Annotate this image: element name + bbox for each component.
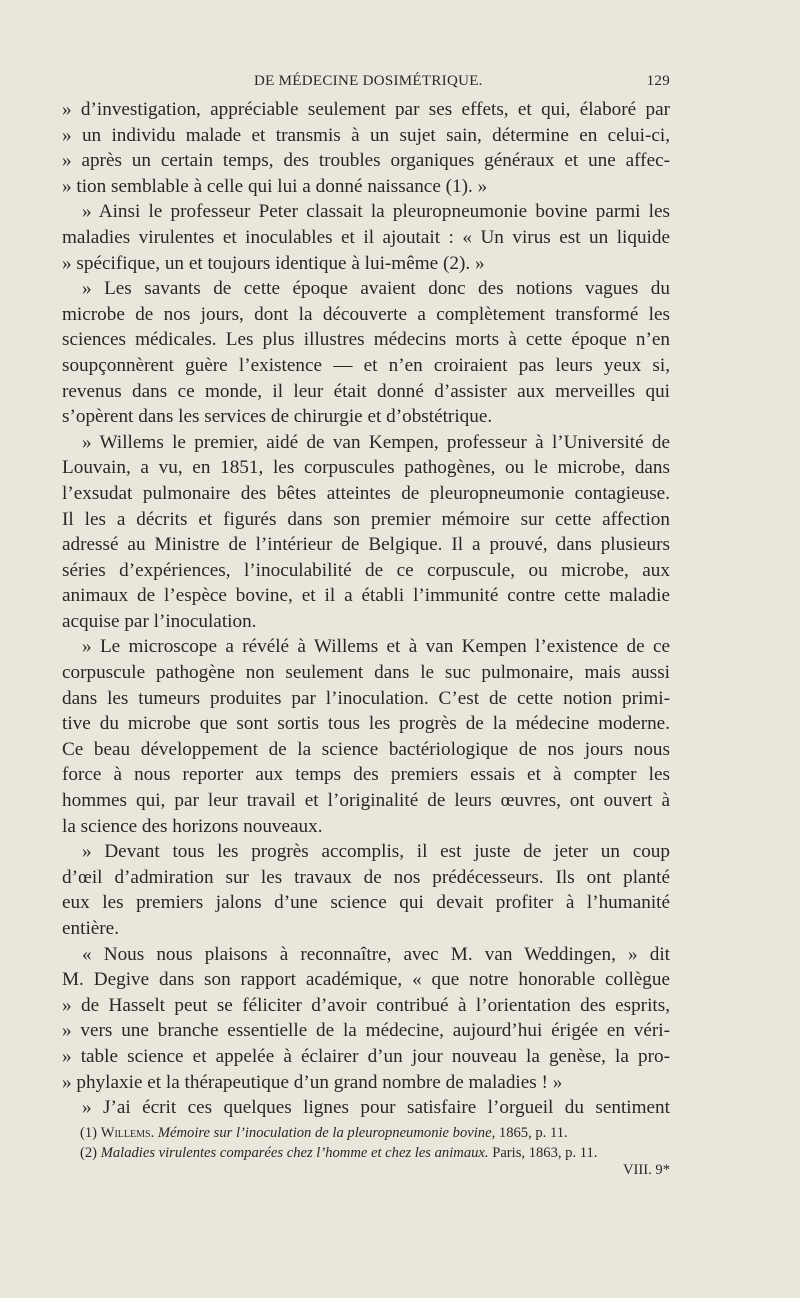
footnote-marker: (1) xyxy=(80,1125,98,1141)
footnote-details: Paris, 1863, p. 11. xyxy=(492,1144,598,1161)
text-line: » Les savants de cette époque avaient donc des notions vagues du xyxy=(82,278,670,300)
text-line: » Willems le premier, aidé de van Kempen, professeur à l’Université de xyxy=(82,431,670,453)
footnote-marker: (2) xyxy=(80,1144,98,1161)
text-line: » J’ai écrit ces quelques lignes pour satisfaire l’orgueil du sentiment xyxy=(82,1097,670,1119)
text-line: microbe de nos jours, dont la découverte a complètement transformé les xyxy=(62,303,670,325)
text-line: » table science et appelée à éclairer d’un jour nouveau la genèse, la pro- xyxy=(62,1045,670,1067)
footnote-title: Maladies virulentes comparées chez l’homme et chez les animaux. xyxy=(100,1144,489,1161)
text-line: Ce beau développement de la science bactériologique de nos jours nous xyxy=(62,738,670,760)
text-line: maladies virulentes et inoculables et il ajoutait : « Un virus est un liquide xyxy=(62,226,670,248)
text-line: d’œil d’admiration sur les travaux de nos prédécesseurs. Ils ont planté xyxy=(62,866,670,888)
text-line: eux les premiers jalons d’une science qui devait profiter à l’humanité xyxy=(62,892,670,914)
page-number: 129 xyxy=(646,73,670,89)
footnote-1 xyxy=(80,1124,670,1144)
text-line: » d’investigation, appréciable seulement par ses effets, et qui, élaboré par xyxy=(62,99,670,120)
text-line: animaux de l’espèce bovine, et il a établi l’immunité contre cette maladie xyxy=(62,585,670,607)
text-line: entière. xyxy=(62,918,119,939)
text-line: s’opèrent dans les services de chirurgie et d’obstétrique. xyxy=(62,406,493,428)
text-line: la science des horizons nouveaux. xyxy=(62,815,323,837)
text-line: Il les a décrits et figurés dans son premier mémoire sur cette affection xyxy=(62,508,670,530)
text-line: » phylaxie et la thérapeutique d’un grand nombre de maladies ! » xyxy=(62,1071,563,1093)
text-line: l’exsudat pulmonaire des bêtes atteintes de pleuropneumonie contagieuse. xyxy=(62,482,670,504)
text-line: » après un certain temps, des troubles organiques généraux et une affec- xyxy=(62,150,670,172)
text-line: « Nous nous plaisons à reconnaître, avec M. van Weddingen, » dit xyxy=(82,943,670,965)
text-line: » Le microscope a révélé à Willems et à van Kempen l’existence de ce xyxy=(82,636,670,658)
footnote-title: Mémoire sur l’inoculation de la pleuropneumonie bovine, xyxy=(157,1125,496,1141)
text-line: hommes qui, par leur travail et l’originalité de leurs œuvres, ont ouvert à xyxy=(62,790,670,812)
text-line: soupçonnèrent guère l’existence — et n’en croiraient pas leurs yeux si, xyxy=(62,354,670,376)
text-line: » spécifique, un et toujours identique à lui-même (2). » xyxy=(62,252,485,274)
text-line: Louvain, a vu, en 1851, les corpuscules pathogènes, ou le microbe, dans xyxy=(62,457,670,479)
text-line: corpuscule pathogène non seulement dans le suc pulmonaire, mais aussi xyxy=(62,662,670,684)
text-line: tive du microbe que sont sortis tous les progrès de la médecine moderne. xyxy=(62,713,670,735)
text-line: » Devant tous les progrès accomplis, il est juste de jeter un coup xyxy=(82,841,670,863)
footnote-author: Willems. xyxy=(100,1125,155,1141)
signature-mark: VIII. 9* xyxy=(622,1162,670,1178)
text-line: revenus dans ce monde, il leur était donné d’assister aux merveilles qui xyxy=(62,380,670,402)
text-line: acquise par l’inoculation. xyxy=(62,610,257,632)
running-header xyxy=(62,73,670,95)
text-line: » vers une branche essentielle de la médecine, aujourd’hui érigée en véri- xyxy=(62,1020,670,1042)
text-line: » de Hasselt peut se féliciter d’avoir contribué à l’orientation des esprits, xyxy=(62,994,670,1016)
text-line: sciences médicales. Les plus illustres médecins morts à cette époque n’en xyxy=(62,329,670,351)
text-line: force à nous reporter aux temps des premiers essais et à compter les xyxy=(62,764,670,786)
text-line: » tion semblable à celle qui lui a donné naissance (1). » xyxy=(62,175,488,197)
running-title: DE MÉDECINE DOSIMÉTRIQUE. xyxy=(254,73,483,89)
text-line: » un individu malade et transmis à un sujet sain, détermine en celui-ci, xyxy=(62,124,670,146)
text-line: dans les tumeurs produites par l’inoculation. C’est de cette notion primi- xyxy=(62,687,670,709)
footnotes xyxy=(80,1124,670,1163)
footnote-2 xyxy=(80,1144,670,1164)
text-line: M. Degive dans son rapport académique, « que notre honorable collègue xyxy=(62,969,670,991)
body-text xyxy=(62,97,670,1121)
footnote-details: 1865, p. 11. xyxy=(498,1125,568,1141)
text-line: séries d’expériences, l’inoculabilité de ce corpuscule, ou microbe, aux xyxy=(62,559,670,581)
text-line: adressé au Ministre de l’intérieur de Belgique. Il a prouvé, dans plusieurs xyxy=(62,534,670,556)
text-line: » Ainsi le professeur Peter classait la pleuropneumonie bovine parmi les xyxy=(82,201,670,223)
